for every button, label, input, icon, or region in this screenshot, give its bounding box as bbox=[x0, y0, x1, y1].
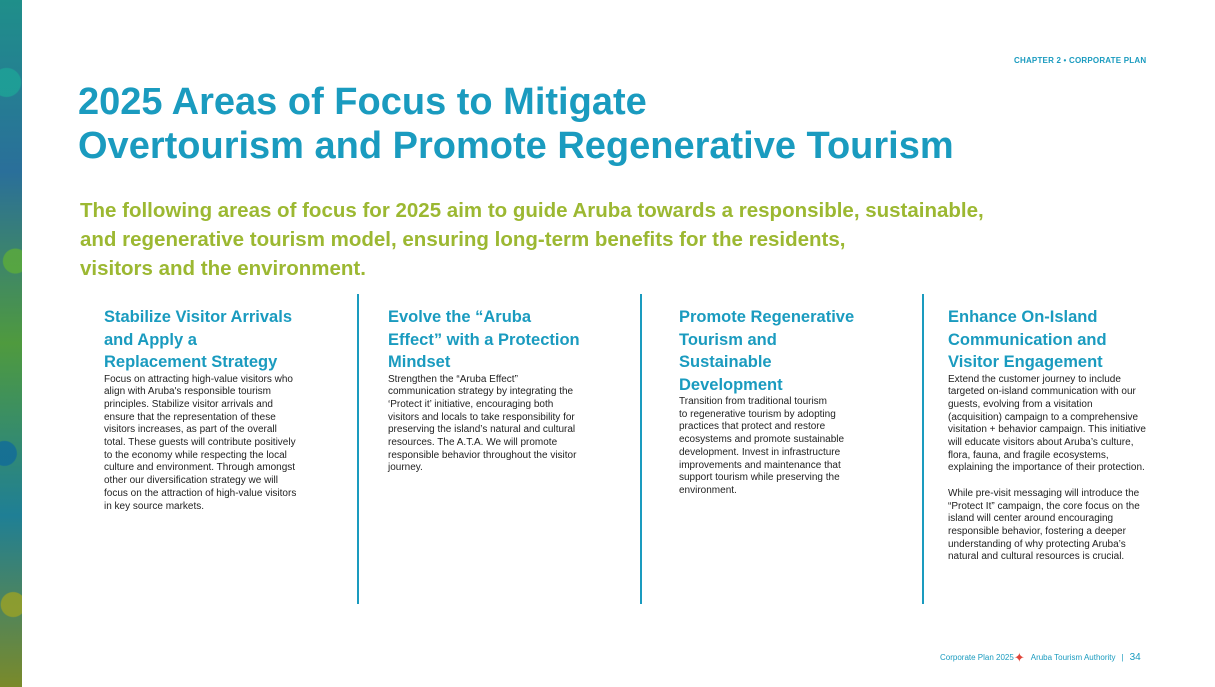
body-line: Transition from traditional tourism bbox=[679, 396, 828, 407]
column-4-body bbox=[948, 374, 1198, 565]
heading-line: Mindset bbox=[388, 353, 451, 371]
column-4-heading bbox=[948, 306, 1198, 374]
body-line: total. These guests will contribute positively bbox=[104, 437, 296, 449]
body-line: improvements and maintenance that bbox=[679, 459, 841, 471]
body-line: resources. The A.T.A. We will promote bbox=[388, 437, 558, 449]
body-line: development. Invest in infrastructure bbox=[679, 446, 841, 458]
body-line: natural and cultural resources is crucial. bbox=[948, 551, 1125, 563]
subtitle-line-1: The following areas of focus for 2025 aim to guide Aruba towards a responsible, sustainable, bbox=[80, 199, 984, 222]
body-line: to the economy while respecting the local bbox=[104, 449, 287, 461]
heading-line: Promote Regenerative bbox=[679, 308, 855, 326]
column-1-body bbox=[104, 374, 344, 514]
heading-line: Visitor Engagement bbox=[948, 353, 1103, 371]
focus-column-3 bbox=[679, 306, 899, 498]
body-line: understanding of why protecting Aruba’s bbox=[948, 538, 1126, 550]
body-line: While pre-visit messaging will introduce the bbox=[948, 487, 1140, 499]
body-line: explaining the importance of their protection. bbox=[948, 462, 1145, 474]
column-3-body bbox=[679, 396, 899, 498]
column-divider bbox=[357, 294, 359, 604]
focus-column-4 bbox=[948, 306, 1198, 564]
body-line: responsible behavior throughout the visitor bbox=[388, 449, 577, 461]
heading-line: Tourism and bbox=[679, 330, 777, 349]
decorative-side-strip bbox=[0, 0, 22, 687]
body-line: flora, fauna, and fragile ecosystems, bbox=[948, 449, 1109, 461]
page-footer bbox=[940, 649, 1141, 665]
heading-line: Evolve the “Aruba bbox=[388, 308, 532, 326]
column-divider bbox=[640, 294, 642, 604]
body-line: Strengthen the “Aruba Effect” bbox=[388, 373, 518, 385]
footer-plan-label: Corporate Plan 2025 bbox=[940, 653, 1014, 662]
title-line-1: 2025 Areas of Focus to Mitigate bbox=[78, 81, 647, 123]
body-line: to regenerative tourism by adopting bbox=[679, 408, 836, 420]
page-title bbox=[78, 80, 954, 168]
heading-line: Effect” with a Protection bbox=[388, 330, 580, 349]
body-line: support tourism while preserving the bbox=[679, 472, 840, 484]
body-line: visitors increases, as part of the overall bbox=[104, 424, 277, 436]
footer-authority: Aruba Tourism Authority bbox=[1030, 653, 1116, 662]
body-line: guests, evolving from a visitation bbox=[948, 398, 1093, 410]
column-1-heading bbox=[104, 306, 344, 374]
body-line: targeted on-island communication with our bbox=[948, 386, 1136, 398]
page-subtitle bbox=[80, 196, 984, 283]
column-2-body bbox=[388, 374, 628, 476]
body-line: ‘Protect it’ initiative, encouraging both bbox=[388, 398, 554, 410]
heading-line: Enhance On-Island bbox=[948, 308, 1098, 326]
body-line: Extend the customer journey to include bbox=[948, 373, 1121, 385]
subtitle-line-2: and regenerative tourism model, ensuring long-term benefits for the residents, bbox=[80, 228, 846, 251]
focus-column-2 bbox=[388, 306, 628, 475]
body-line: (acquisition) campaign to a comprehensive bbox=[948, 411, 1139, 423]
heading-line: Communication and bbox=[948, 330, 1107, 349]
body-line: visitors and locals to take responsibility for bbox=[388, 411, 575, 423]
body-line: environment. bbox=[679, 484, 737, 496]
body-line: align with Aruba's responsible tourism bbox=[104, 386, 271, 398]
heading-line: and Apply a bbox=[104, 330, 197, 349]
heading-line: Sustainable bbox=[679, 353, 772, 371]
body-line: culture and environment. Through amongst bbox=[104, 462, 296, 474]
heading-line: Development bbox=[679, 375, 783, 394]
body-line: ecosystems and promote sustainable bbox=[679, 434, 845, 446]
body-line: in key source markets. bbox=[104, 500, 205, 512]
heading-line: Stabilize Visitor Arrivals bbox=[104, 308, 292, 326]
body-line: journey. bbox=[388, 462, 423, 474]
column-divider bbox=[922, 294, 924, 604]
column-2-heading bbox=[388, 306, 628, 374]
body-line: responsible behavior, fostering a deeper bbox=[948, 525, 1126, 537]
focus-column-1 bbox=[104, 306, 344, 513]
body-line: communication strategy by integrating the bbox=[388, 386, 574, 398]
page-number: 34 bbox=[1129, 652, 1141, 663]
chapter-label: CHAPTER 2 • CORPORATE PLAN bbox=[1014, 56, 1147, 65]
body-line: practices that protect and restore bbox=[679, 421, 826, 433]
body-line: ensure that the representation of these bbox=[104, 411, 276, 423]
body-line: “Protect It” campaign, the core focus on the bbox=[948, 500, 1140, 512]
body-line: Focus on attracting high-value visitors who bbox=[104, 373, 293, 385]
body-line: will educate visitors about Aruba’s culture, bbox=[948, 437, 1134, 449]
star-icon: ✦ bbox=[1013, 649, 1025, 665]
body-line: preserving the island’s natural and cultural bbox=[388, 424, 576, 436]
title-line-2: Overtourism and Promote Regenerative Tourism bbox=[78, 125, 954, 167]
subtitle-line-3: visitors and the environment. bbox=[80, 257, 366, 280]
body-line: visitation + behavior campaign. This initiative bbox=[948, 424, 1146, 436]
heading-line: Replacement Strategy bbox=[104, 353, 278, 371]
body-line: principles. Stabilize visitor arrivals and bbox=[104, 398, 273, 410]
body-line: other our diversification strategy we will bbox=[104, 475, 278, 487]
body-line: focus on the attraction of high-value visitors bbox=[104, 487, 297, 499]
footer-separator: | bbox=[1121, 653, 1124, 662]
body-line: island will center around encouraging bbox=[948, 513, 1114, 525]
column-3-heading bbox=[679, 306, 899, 396]
